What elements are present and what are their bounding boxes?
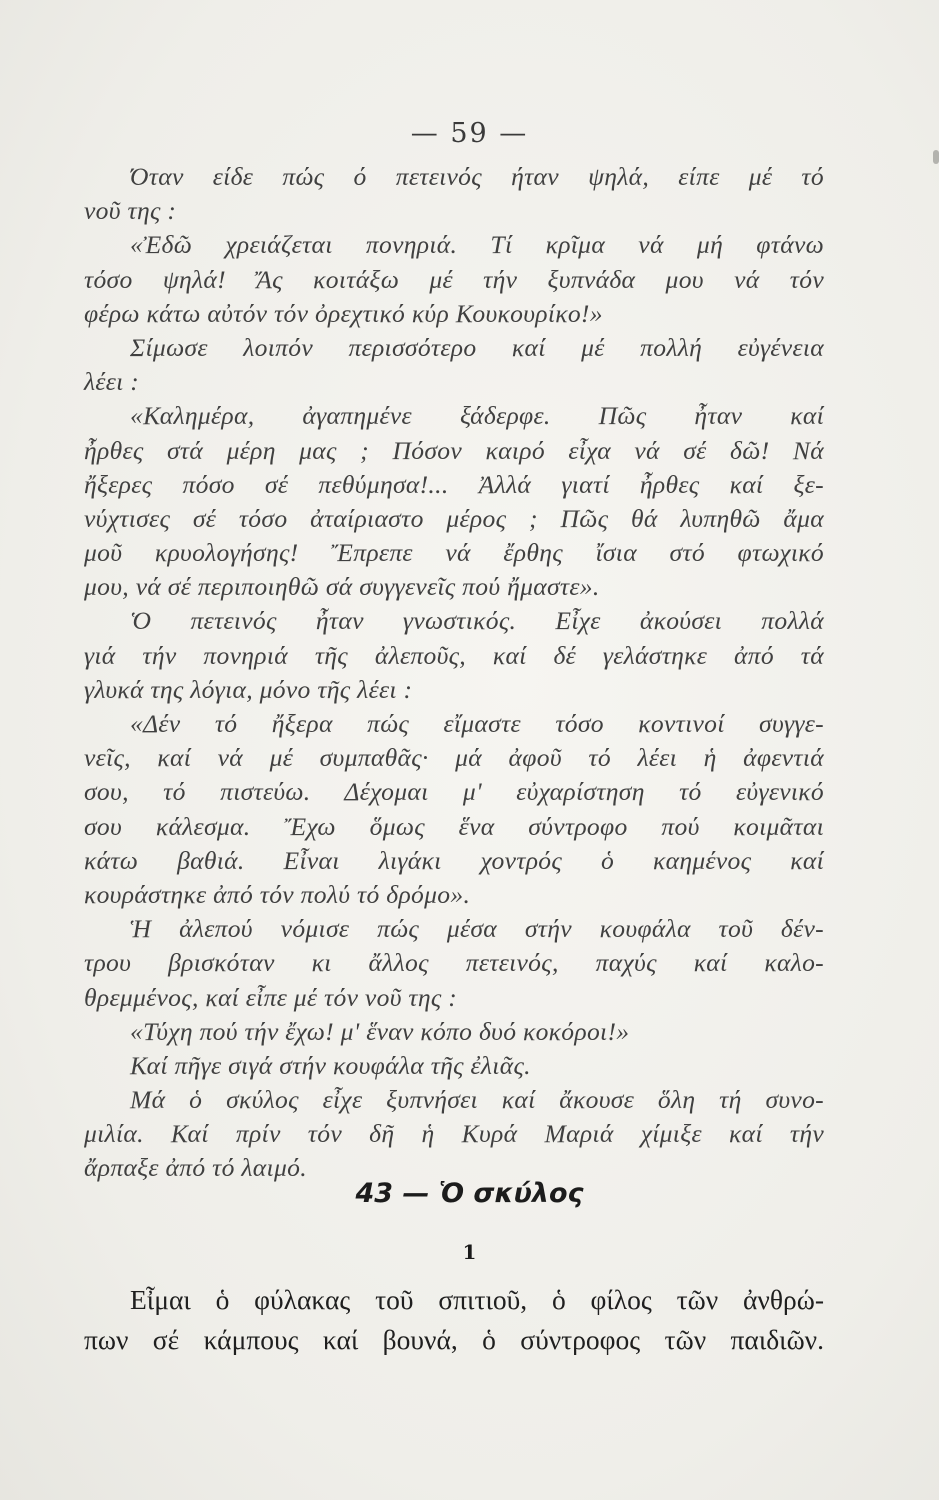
text-line: νύχτισες σέ τόσο ἀταίριαστο μέρος ; Πῶς θά λυπηθῶ ἄμα [84, 503, 824, 533]
text-line: κάτω βαθιά. Εἶναι λιγάκι χοντρός ὁ καημένος καί [84, 845, 824, 875]
text-line: Ὁ πετεινός ἦταν γνωστικός. Εἶχε ἀκούσει πολλά [130, 606, 824, 636]
page-edge-mark [933, 150, 939, 164]
text-line: ἤξερες πόσο σέ πεθύμησα!... Ἀλλά γιατί ἦρθες καί ξε- [84, 469, 824, 499]
text-line: «Καλημέρα, ἀγαπημένε ξάδερφε. Πῶς ἦταν καί [130, 401, 824, 431]
text-line: γλυκά της λόγια, μόνο τῆς λέει : [84, 674, 413, 704]
text-line: πων σέ κάμπους καί βουνά, ὁ σύντροφος τῶν παιδιῶν. [84, 1324, 824, 1355]
text-line: φέρω κάτω αὐτόν τόν ὀρεχτικό κύρ Κουκουρίκο!» [84, 298, 603, 328]
subsection-number: 1 [462, 1240, 477, 1264]
text-line: Μά ὁ σκύλος εἶχε ξυπνήσει καί ἄκουσε ὅλη τή συνο- [130, 1085, 824, 1115]
text-line: Σίμωσε λοιπόν περισσότερο καί μέ πολλή εὐγένεια [130, 332, 824, 362]
story-text [84, 160, 824, 1186]
text-line: τόσο ψηλά! Ἄς κοιτάξω μέ τήν ξυπνάδα μου νά τόν [84, 264, 824, 294]
text-line: μου, νά σέ περιποιηθῶ σά συγγενεῖς πού ἤμαστε». [84, 572, 600, 602]
text-line: μιλία. Καί πρίν τόν δῆ ἡ Κυρά Μαριά χίμιξε καί τήν [84, 1119, 824, 1149]
text-line: νεῖς, καί νά μέ συμπαθᾶς· μά ἀφοῦ τό λέει ἡ ἀφεντιά [84, 743, 824, 773]
text-line: σου κάλεσμα. Ἔχω ὅμως ἕνα σύντροφο πού κοιμᾶται [84, 811, 824, 841]
page-number: — 59 — [410, 118, 529, 149]
section-heading: 43 — Ὁ σκύλος [355, 1178, 584, 1209]
text-line: λέει : [84, 367, 140, 397]
text-line: Εἶμαι ὁ φύλακας τοῦ σπιτιοῦ, ὁ φίλος τῶν ἀνθρώ- [130, 1284, 824, 1315]
text-line: Καί πῆγε σιγά στήν κουφάλα τῆς ἐλιᾶς. [130, 1050, 531, 1080]
text-line: Όταν είδε πώς ό πετεινός ήταν ψηλά, είπε μέ τό [130, 162, 824, 191]
section-text [84, 1280, 824, 1360]
text-line: κουράστηκε ἀπό τόν πολύ τό δρόμο». [84, 879, 471, 909]
text-line: τρου βρισκόταν κι ἄλλος πετεινός, παχύς καί καλο- [84, 948, 824, 978]
text-line: σου, τό πιστεύω. Δέχομαι μ' εὐχαρίστηση τό εὐγενικό [84, 777, 824, 807]
text-line: θρεμμένος, καί εἶπε μέ τόν νοῦ της : [84, 982, 458, 1012]
text-line: μοῦ κρυολογήσης! Ἔπρεπε νά ἔρθης ἴσια στό φτωχικό [84, 538, 824, 568]
text-line: «Τύχη πού τήν ἔχω! μ' ἕναν κόπο δυό κοκόροι!» [130, 1016, 630, 1046]
text-line: «Δέν τό ἤξερα πώς εἴμαστε τόσο κοντινοί συγγε- [130, 709, 824, 738]
text-line: γιά τήν πονηριά τῆς ἀλεποῦς, καί δέ γελάστηκε ἀπό τά [84, 640, 824, 670]
text-line: «Ἐδῶ χρειάζεται πονηριά. Τί κρῖμα νά μή φτάνω [130, 230, 824, 260]
text-line: νοῦ της : [84, 196, 177, 226]
text-line: Ἡ ἀλεπού νόμισε πώς μέσα στήν κουφάλα τοῦ δέν- [130, 914, 824, 944]
text-line: ἄρπαξε ἀπό τό λαιμό. [84, 1153, 307, 1183]
text-line: ἦρθες στά μέρη μας ; Πόσον καιρό εἶχα νά σέ δῶ! Νά [84, 435, 824, 465]
